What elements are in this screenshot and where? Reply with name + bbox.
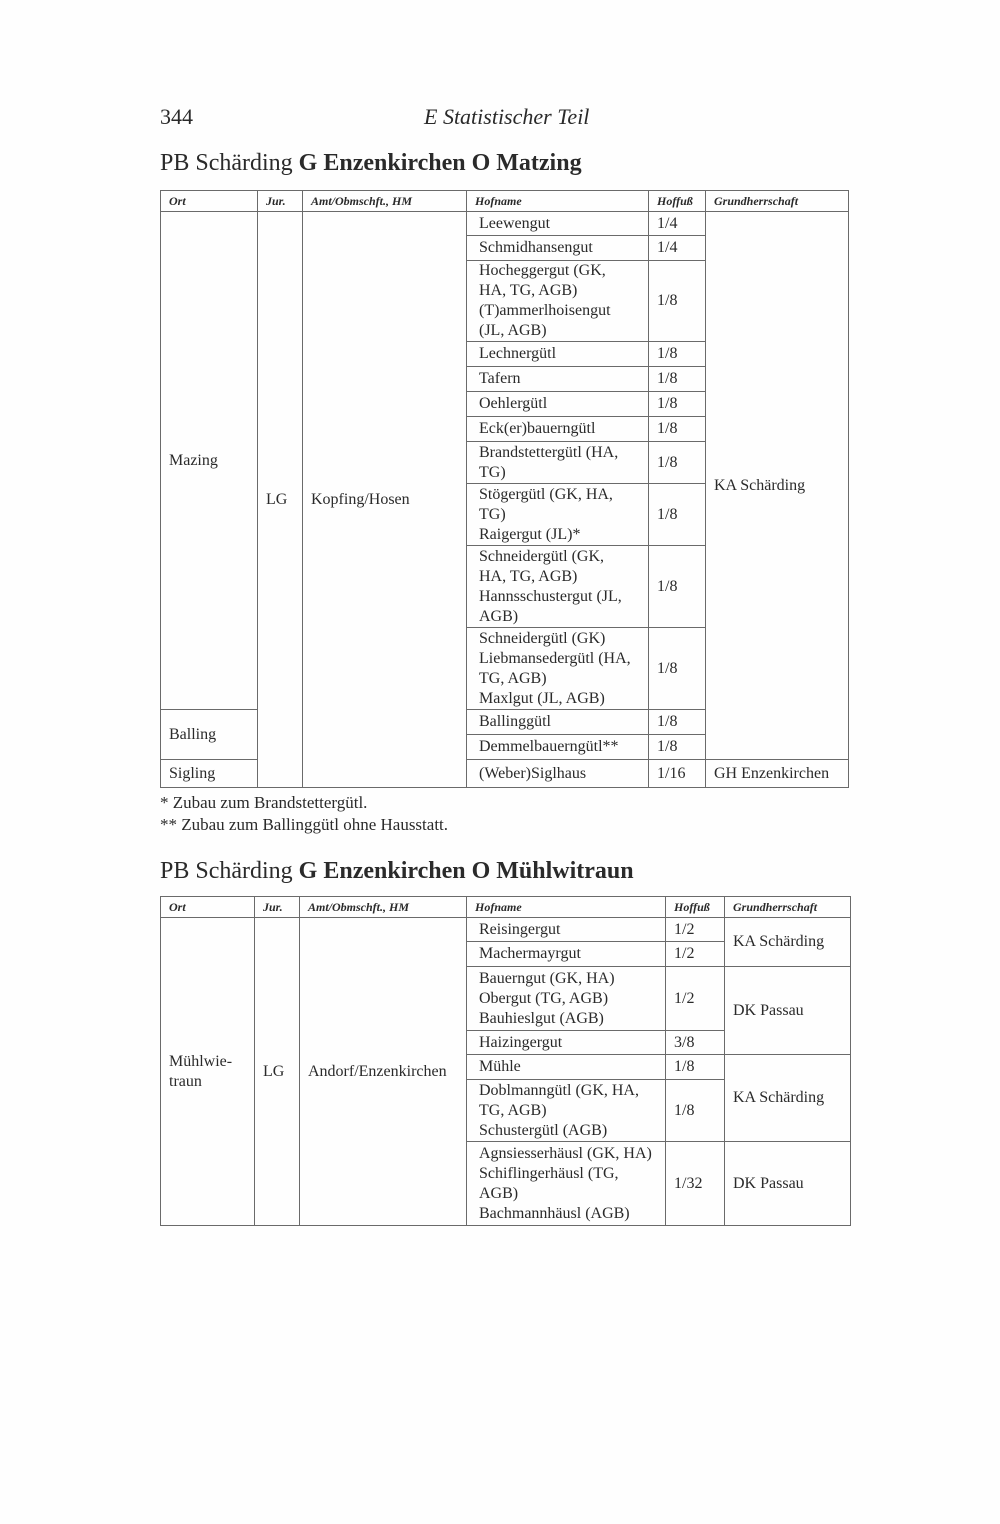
hofname-cell: [467, 417, 649, 442]
hofname-cell: [467, 735, 649, 760]
page-header: [160, 104, 848, 134]
hofname-line: Eck(er)bauerngütl: [479, 420, 596, 437]
table-row: [161, 212, 849, 236]
hofname-line: AGB): [479, 607, 519, 625]
section-title-main: G Enzenkirchen O Matzing: [298, 150, 582, 176]
jur-cell: LG: [258, 212, 303, 788]
grundherrschaft-cell: DK Passau: [725, 967, 851, 1055]
hofname-cell: [467, 1055, 666, 1080]
hoffuss-cell: 1/8: [649, 484, 706, 546]
footnotes: [160, 792, 448, 836]
hoffuss-cell: 1/8: [666, 1080, 725, 1142]
hofname-line: HA, TG, AGB): [479, 567, 578, 585]
hofname-line: TG, AGB): [479, 1101, 547, 1119]
hofname-cell: [467, 942, 666, 967]
hofname-line: Stögergütl (GK, HA,: [479, 485, 613, 503]
header-hoffuss: Hoffuß: [666, 897, 725, 918]
hoffuss-cell: 1/2: [666, 967, 725, 1031]
hofname-line: Demmelbauerngütl**: [479, 738, 619, 755]
hofname-cell: [467, 367, 649, 392]
grundherrschaft-cell: GH Enzenkirchen: [706, 760, 849, 788]
section-title-region: Schärding: [195, 150, 293, 176]
hofname-line: Schneidergütl (GK): [479, 629, 606, 647]
hofname-cell: [467, 546, 649, 628]
ort-cell: Sigling: [161, 760, 258, 788]
hofname-cell: [467, 1080, 666, 1142]
hofname-line: TG): [479, 505, 506, 523]
header-grundherrschaft: Grundherrschaft: [706, 191, 849, 212]
section-title-main: G Enzenkirchen O Mühlwitraun: [298, 858, 634, 884]
hoffuss-cell: 1/16: [649, 760, 706, 788]
grundherrschaft-cell: KA Schärding: [706, 212, 849, 760]
header-hoffuss: Hoffuß: [649, 191, 706, 212]
hofname-cell: [467, 628, 649, 710]
hofname-line: Doblmanngütl (GK, HA,: [479, 1081, 639, 1099]
hofname-line: Bachmannhäusl (AGB): [479, 1204, 630, 1222]
hofname-cell: [467, 1142, 666, 1226]
hoffuss-cell: 1/8: [666, 1055, 725, 1080]
table-header-row: [161, 191, 849, 212]
hoffuss-cell: 1/2: [666, 918, 725, 942]
hofname-line: Leewengut: [479, 214, 551, 232]
hofname-line: Schmidhansengut: [479, 239, 593, 256]
hofname-line: (Weber)Siglhaus: [479, 764, 587, 782]
hofname-line: Haizingergut: [479, 1033, 563, 1051]
hofname-line: Brandstettergütl (HA,: [479, 443, 619, 461]
section-title-muehlwitraun: [160, 858, 634, 885]
header-ort: Ort: [161, 897, 255, 918]
hofname-line: Tafern: [479, 370, 521, 387]
footnote: * Zubau zum Brandstettergütl.: [160, 793, 368, 812]
hofname-line: Bauhieslgut (AGB): [479, 1009, 604, 1027]
hofname-line: TG): [479, 463, 506, 481]
hofname-line: Schiflingerhäusl (TG,: [479, 1164, 619, 1182]
section-title-region: Schärding: [195, 858, 293, 884]
section-title-pb: PB: [160, 150, 190, 176]
hoffuss-cell: 1/8: [649, 417, 706, 442]
page-number: 344: [160, 104, 193, 129]
hofname-line: Maxlgut (JL, AGB): [479, 689, 605, 707]
grundherrschaft-cell: KA Schärding: [725, 1055, 851, 1142]
hofname-line: Machermayrgut: [479, 945, 581, 962]
hofname-line: Hannsschustergut (JL,: [479, 587, 622, 605]
table-row: [161, 918, 851, 942]
jur-cell: LG: [255, 918, 300, 1226]
hofname-line: Lechnergütl: [479, 345, 557, 362]
table-header-row: [161, 897, 851, 918]
hoffuss-cell: 1/8: [649, 367, 706, 392]
hoffuss-cell: 3/8: [666, 1031, 725, 1055]
ort-cell: [161, 918, 255, 1226]
hofname-line: Hocheggergut (GK,: [479, 262, 606, 279]
header-jur: Jur.: [255, 897, 300, 918]
hofname-line: Liebmansedergütl (HA,: [479, 649, 631, 667]
hofname-line: Schustergütl (AGB): [479, 1121, 608, 1139]
ort-line: traun: [169, 1072, 202, 1090]
hoffuss-cell: 1/4: [649, 236, 706, 261]
header-hofname: Hofname: [467, 897, 666, 918]
hofname-cell: [467, 261, 649, 342]
hoffuss-cell: 1/8: [649, 735, 706, 760]
grundherrschaft-cell: KA Schärding: [725, 918, 851, 967]
table-muehlwitraun: [160, 896, 851, 1226]
hofname-line: TG, AGB): [479, 669, 547, 687]
hoffuss-cell: 1/4: [649, 212, 706, 236]
hoffuss-cell: 1/8: [649, 628, 706, 710]
running-head: E Statistischer Teil: [424, 104, 590, 129]
ort-cell: Mazing: [161, 212, 258, 710]
hofname-cell: [467, 967, 666, 1031]
header-hofname: Hofname: [467, 191, 649, 212]
hofname-line: HA, TG, AGB): [479, 282, 578, 299]
header-ort: Ort: [161, 191, 258, 212]
hofname-cell: [467, 760, 649, 788]
hofname-cell: [467, 236, 649, 261]
ort-line: Mühlwie-: [169, 1052, 233, 1070]
hofname-line: Schneidergütl (GK,: [479, 547, 605, 565]
amt-cell: Kopfing/Hosen: [303, 212, 467, 788]
hofname-line: Ballinggütl: [479, 713, 551, 730]
hofname-cell: [467, 1031, 666, 1055]
amt-cell: Andorf/Enzenkirchen: [300, 918, 467, 1226]
hofname-cell: [467, 918, 666, 942]
table-matzing: [160, 190, 849, 788]
hofname-line: AGB): [479, 1184, 519, 1202]
hoffuss-cell: 1/8: [649, 546, 706, 628]
header-amt: Amt/Obmschft., HM: [300, 897, 467, 918]
ort-cell: Balling: [161, 710, 258, 760]
hofname-cell: [467, 342, 649, 367]
footnote: ** Zubau zum Ballinggütl ohne Hausstatt.: [160, 815, 449, 834]
hofname-cell: [467, 212, 649, 236]
hofname-line: (JL, AGB): [479, 322, 547, 339]
hoffuss-cell: 1/32: [666, 1142, 725, 1226]
hoffuss-cell: 1/8: [649, 342, 706, 367]
hoffuss-cell: 1/8: [649, 392, 706, 417]
header-grundherrschaft: Grundherrschaft: [725, 897, 851, 918]
hoffuss-cell: 1/8: [649, 710, 706, 735]
hofname-line: Reisingergut: [479, 920, 561, 938]
hoffuss-cell: 1/2: [666, 942, 725, 967]
hoffuss-cell: 1/8: [649, 442, 706, 484]
header-jur: Jur.: [258, 191, 303, 212]
section-title-matzing: [160, 150, 582, 177]
hofname-line: Mühle: [479, 1058, 521, 1075]
hofname-cell: [467, 710, 649, 735]
hofname-line: Oehlergütl: [479, 395, 548, 412]
hofname-line: Agnsiesserhäusl (GK, HA): [479, 1144, 652, 1162]
hofname-line: Bauerngut (GK, HA): [479, 969, 615, 987]
hofname-cell: [467, 442, 649, 484]
hofname-line: Raigergut (JL)*: [479, 525, 581, 543]
header-amt: Amt/Obmschft., HM: [303, 191, 467, 212]
hoffuss-cell: 1/8: [649, 261, 706, 342]
section-title-pb: PB: [160, 858, 190, 884]
grundherrschaft-cell: DK Passau: [725, 1142, 851, 1226]
hofname-cell: [467, 484, 649, 546]
hofname-line: Obergut (TG, AGB): [479, 989, 609, 1007]
hofname-line: (T)ammerlhoisengut: [479, 302, 611, 319]
hofname-cell: [467, 392, 649, 417]
